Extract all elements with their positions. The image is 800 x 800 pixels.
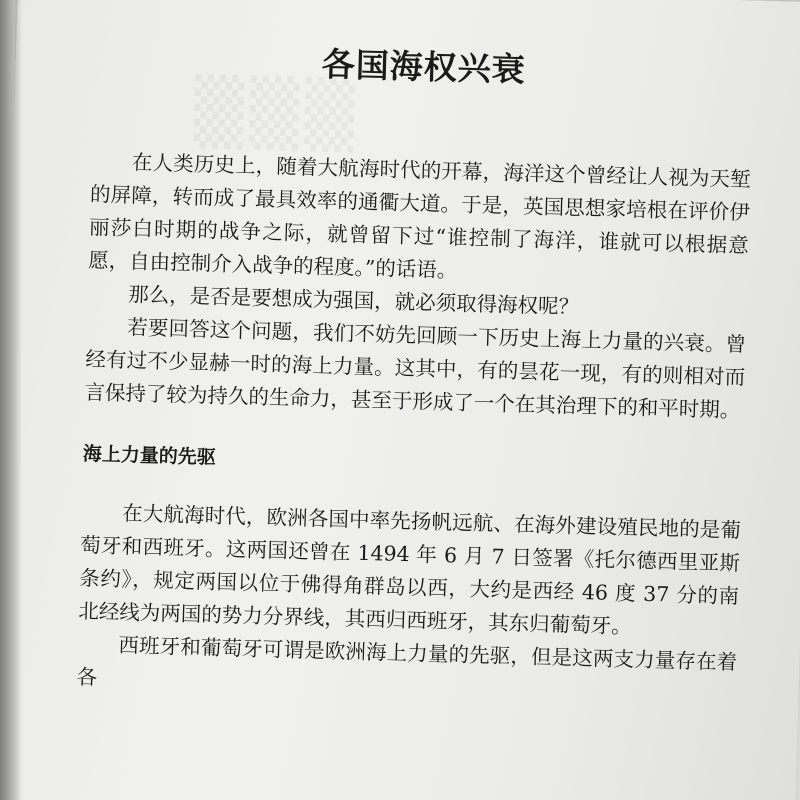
page-title: 各国海权兴衰 [321, 44, 527, 90]
paragraph-intro-1: 在人类历史上，随着大航海时代的开幕，海洋这个曾经让人视为天堑的屏障，转而成了最具效率的通衢大道。于是，英国思想家培根在评价伊丽莎白时期的战争之际，就曾留下过“谁控制了海洋，谁就可以根据意愿，自由控制介入战争的程度。”的话语。 [87, 150, 752, 283]
page-content [76, 32, 754, 712]
paragraph-section-1: 在大航海时代，欧洲各国中率先扬帆远航、在海外建设殖民地的是葡萄牙和西班牙。这两国还曾在 1494 年 6 月 7 日签署《托尔德西里亚斯条约》，规定两国以位于佛得角群岛以西，大约是西经 46 度 37 分的南北经线为两国的势力分界线，其西归西班牙，其东归葡萄牙。 [78, 501, 742, 639]
paragraph-intro-3: 若要回答这个问题，我们不妨先回顾一下历史上海上力量的兴衰。曾经有过不少显赫一时的海上力量。这其中，有的昙花一现，有的则相对而言保持了较为持久的生命力，甚至于形成了一个在其治理下的和平时期。 [84, 315, 747, 423]
book-spine-shadow [0, 0, 22, 800]
section-heading: 海上力量的先驱 [82, 442, 217, 469]
paragraph-section-2: 西班牙和葡萄牙可谓是欧洲海上力量的先驱，但是这两支力量存在着各 [76, 633, 738, 690]
paragraph-intro-2: 那么，是否是要想成为强国，就必须取得海权呢？ [127, 282, 580, 319]
show-through-text: ▒▒▒ [193, 74, 362, 154]
